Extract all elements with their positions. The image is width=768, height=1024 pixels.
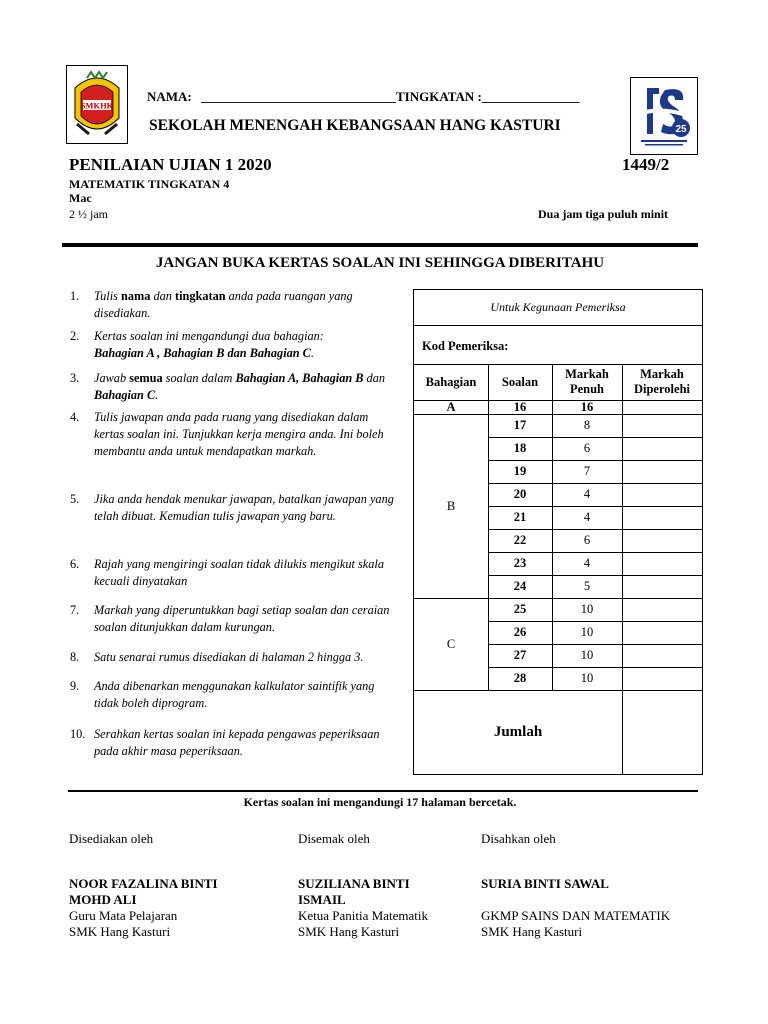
table-title: Untuk Kegunaan Pemeriksa (490, 300, 626, 314)
instruction-8: 8. Satu senarai rumus disediakan di halaman 2 hingga 3. (70, 650, 364, 664)
obtained-marks-field[interactable] (623, 530, 702, 552)
instruction-10: 10. Serahkan kertas soalan ini kepada pengawas peperiksaan pada akhir masa peperiksaan. (70, 727, 380, 758)
name-blank[interactable]: ______________________________ (201, 89, 397, 104)
section-b-label: B (446, 499, 456, 513)
obtained-marks-field[interactable] (623, 507, 702, 529)
instruction-3: 3. Jawab semua soalan dalam Bahagian A, Bahagian B dan Bahagian C. (70, 371, 385, 402)
full-marks: 6 (583, 533, 591, 547)
full-marks: 10 (580, 648, 594, 662)
instruction-7: 7. Markah yang diperuntukkan bagi setiap soalan dan ceraian soalan ditunjukkan dalam kurungan. (70, 603, 390, 634)
total-score-field[interactable] (623, 691, 702, 774)
name-tingkatan-line (147, 89, 579, 105)
exam-title: PENILAIAN UJIAN 1 2020 (69, 155, 272, 174)
full-marks: 10 (580, 625, 594, 639)
obtained-marks-field[interactable] (623, 645, 702, 667)
tingkatan-blank[interactable]: _______________ (481, 89, 580, 104)
section-c-label: C (446, 637, 456, 651)
question-number: 28 (513, 671, 527, 685)
exam-duration-short: 2 ½ jam (69, 207, 108, 221)
signatory-approved-role: Disahkan oleh (481, 831, 556, 846)
section-a-soalan: 16 (513, 400, 527, 414)
question-number: 19 (513, 464, 527, 478)
full-marks: 4 (583, 487, 591, 501)
obtained-marks-field[interactable] (623, 622, 702, 644)
divider-thin (68, 790, 698, 792)
question-number: 26 (513, 625, 527, 639)
warning-heading: JANGAN BUKA KERTAS SOALAN INI SEHINGGA DIBERITAHU (155, 255, 605, 271)
school-name: SEKOLAH MENENGAH KEBANGSAAN HANG KASTURI (149, 117, 561, 134)
exam-month: Mac (69, 191, 92, 205)
signatory-checked-role: Disemak oleh (298, 831, 370, 846)
instruction-9: 9. Anda dibenarkan menggunakan kalkulator saintifik yang tidak boleh diprogram. (70, 679, 375, 710)
question-number: 27 (513, 648, 527, 662)
school-anniversary-logo (630, 77, 698, 155)
question-number: 17 (513, 418, 527, 432)
exam-duration-long: Dua jam tiga puluh minit (538, 207, 669, 221)
page-count-note: Kertas soalan ini mengandungi 17 halaman bercetak. (243, 795, 517, 809)
obtained-marks-field[interactable] (623, 668, 702, 690)
full-marks: 8 (583, 418, 591, 432)
signatory-approved: SURIA BINTI SAWAL GKMP SAINS DAN MATEMATIK SMK Hang Kasturi (481, 876, 671, 939)
obtained-marks-field[interactable] (623, 415, 702, 437)
header-markah-diperolehi: Markah Diperolehi (633, 367, 691, 396)
signatory-checked: SUZILIANA BINTI ISMAIL Ketua Panitia Matematik SMK Hang Kasturi (298, 876, 428, 939)
divider-thick (62, 243, 698, 247)
instruction-4: 4. Tulis jawapan anda pada ruang yang disediakan dalam kertas soalan ini. Tunjukkan kerja mengira anda. Ini boleh membantu anda untuk mendapatkan markah. (70, 410, 384, 458)
instruction-1: 1. Tulis nama dan tingkatan anda pada ruangan yang disediakan. (70, 289, 353, 320)
svg-text:SMKHK: SMKHK (80, 100, 114, 111)
obtained-marks-field[interactable] (623, 576, 702, 598)
exam-code: 1449/2 (622, 155, 670, 174)
header-bahagian: Bahagian (425, 375, 477, 389)
header-soalan: Soalan (501, 375, 539, 389)
question-number: 24 (513, 579, 527, 593)
full-marks: 4 (583, 510, 591, 524)
question-number: 23 (513, 556, 527, 570)
signatory-prepared-role: Disediakan oleh (69, 831, 154, 846)
instruction-5: 5. Jika anda hendak menukar jawapan, batalkan jawapan yang telah dibuat. Kemudian tulis jawapan yang baru. (70, 492, 394, 523)
question-number: 25 (513, 602, 527, 616)
obtained-marks-field[interactable] (623, 461, 702, 483)
question-number: 20 (513, 487, 527, 501)
instruction-2: 2. Kertas soalan ini mengandungi dua bahagian: Bahagian A , Bahagian B dan Bahagian C. (70, 329, 324, 360)
instruction-6: 6. Rajah yang mengiringi soalan tidak dilukis mengikut skala kecuali dinyatakan (70, 557, 384, 588)
obtained-marks-field[interactable] (623, 484, 702, 506)
full-marks: 5 (583, 579, 591, 593)
exam-subject: MATEMATIK TINGKATAN 4 (69, 177, 230, 191)
full-marks: 10 (580, 602, 594, 616)
obtained-marks-field[interactable] (623, 599, 702, 621)
total-label: Jumlah (493, 724, 543, 740)
section-a-label: A (446, 400, 456, 414)
svg-text:25: 25 (675, 124, 687, 135)
kod-pemeriksa-label: Kod Pemeriksa: (422, 339, 509, 353)
full-marks: 6 (583, 441, 591, 455)
name-label: NAMA: (147, 89, 192, 104)
question-number: 22 (513, 533, 527, 547)
full-marks: 7 (583, 464, 591, 478)
full-marks: 4 (583, 556, 591, 570)
signatory-prepared: NOOR FAZALINA BINTI MOHD ALI Guru Mata Pelajaran SMK Hang Kasturi (69, 876, 218, 939)
question-number: 21 (513, 510, 527, 524)
obtained-marks-field[interactable] (623, 553, 702, 575)
obtained-marks-field[interactable] (623, 438, 702, 460)
school-crest-logo (66, 65, 128, 144)
tingkatan-label: TINGKATAN : (396, 89, 482, 104)
examiner-table (413, 289, 703, 775)
header-markah-penuh: Markah Penuh (565, 367, 609, 396)
full-marks: 10 (580, 671, 594, 685)
question-number: 18 (513, 441, 527, 455)
section-a-markah: 16 (580, 400, 594, 414)
